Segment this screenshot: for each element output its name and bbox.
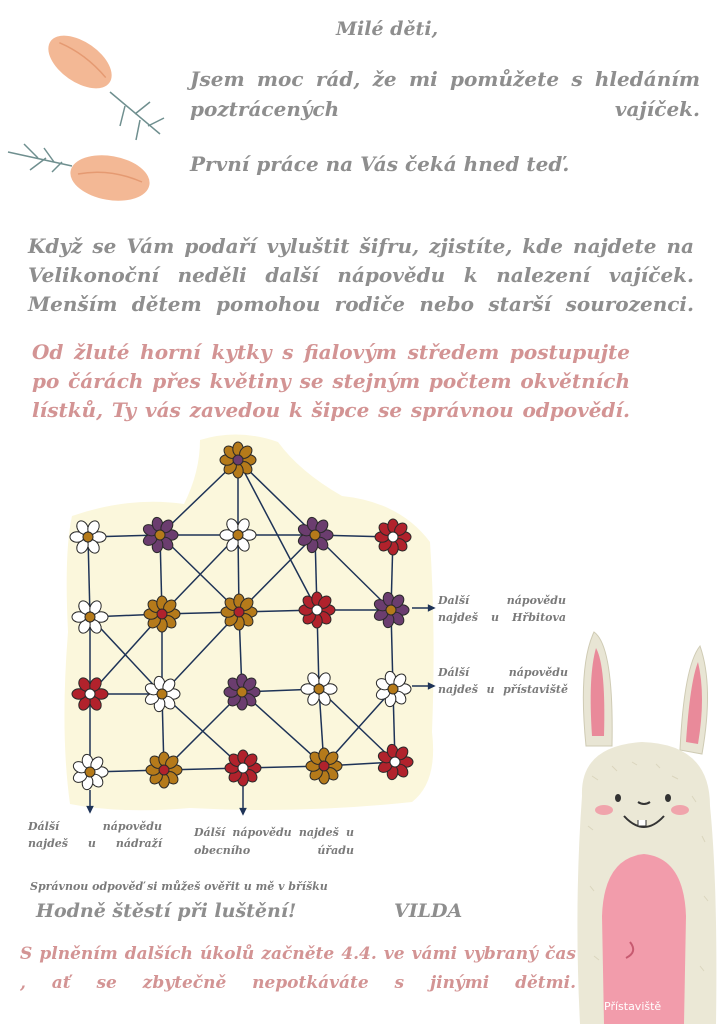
greeting: Milé děti, — [336, 18, 439, 40]
flower-icon — [144, 596, 180, 632]
exit-label-hrbitov: Další nápovědu najdeš u Hřbitova — [438, 594, 566, 624]
exit-label-nadrazi: Dálší nápovědu najdeš u nádraží — [28, 820, 162, 850]
rabbit-illustration — [572, 626, 722, 1024]
flower-icon — [146, 752, 182, 788]
start-date-note: S plněním dalších úkolů začněte 4.4. ve vámi vybraný čas , ať se zbytečně nepotkáváte s jinými dětmi. — [20, 944, 576, 993]
flower-icon — [221, 594, 257, 630]
flower-icon — [225, 750, 261, 786]
explanation-paragraph: Když se Vám podaří vyluštit šifru, zjistíte, kde najdete na Velikonoční neděli další nápovědu k nalezení vajíček. Menším dětem pomohou rodiče nebo starší sourozenci. — [28, 234, 694, 316]
first-task-line: První práce na Vás čeká hned teď. — [190, 152, 570, 176]
flower-icon — [306, 748, 342, 784]
flower-icon — [375, 519, 411, 555]
flower-icon — [299, 592, 335, 628]
exit-label-urad: Dálší nápovědu najdeš u obecního úřadu — [194, 826, 354, 857]
flower-icon — [220, 442, 256, 478]
carrot-top-icon — [40, 22, 165, 147]
instructions-paragraph: Od žluté horní kytky s fialovým středem postupujte po čárách přes květiny se stejným počtem okvětních lístků, Ty vás zavedou k šipce se správnou odpovědí. — [32, 340, 630, 422]
flower-cipher-puzzle — [60, 432, 440, 822]
signature: VILDA — [394, 900, 463, 922]
carrot-bottom-icon — [4, 130, 154, 210]
flower-icon — [224, 674, 260, 710]
verify-note: Správnou odpověď si můžeš ověřit u mě v bříšku — [30, 880, 328, 893]
intro-line: Jsem moc rád, že mi pomůžete s hledáním poztrácených vajíček. — [190, 67, 700, 121]
exit-label-pristaviste: Dálší nápovědu najdeš u přístaviště — [438, 666, 568, 696]
watermark: Přístaviště — [604, 1000, 662, 1013]
good-luck-line: Hodně štěstí při luštění! — [36, 900, 297, 922]
